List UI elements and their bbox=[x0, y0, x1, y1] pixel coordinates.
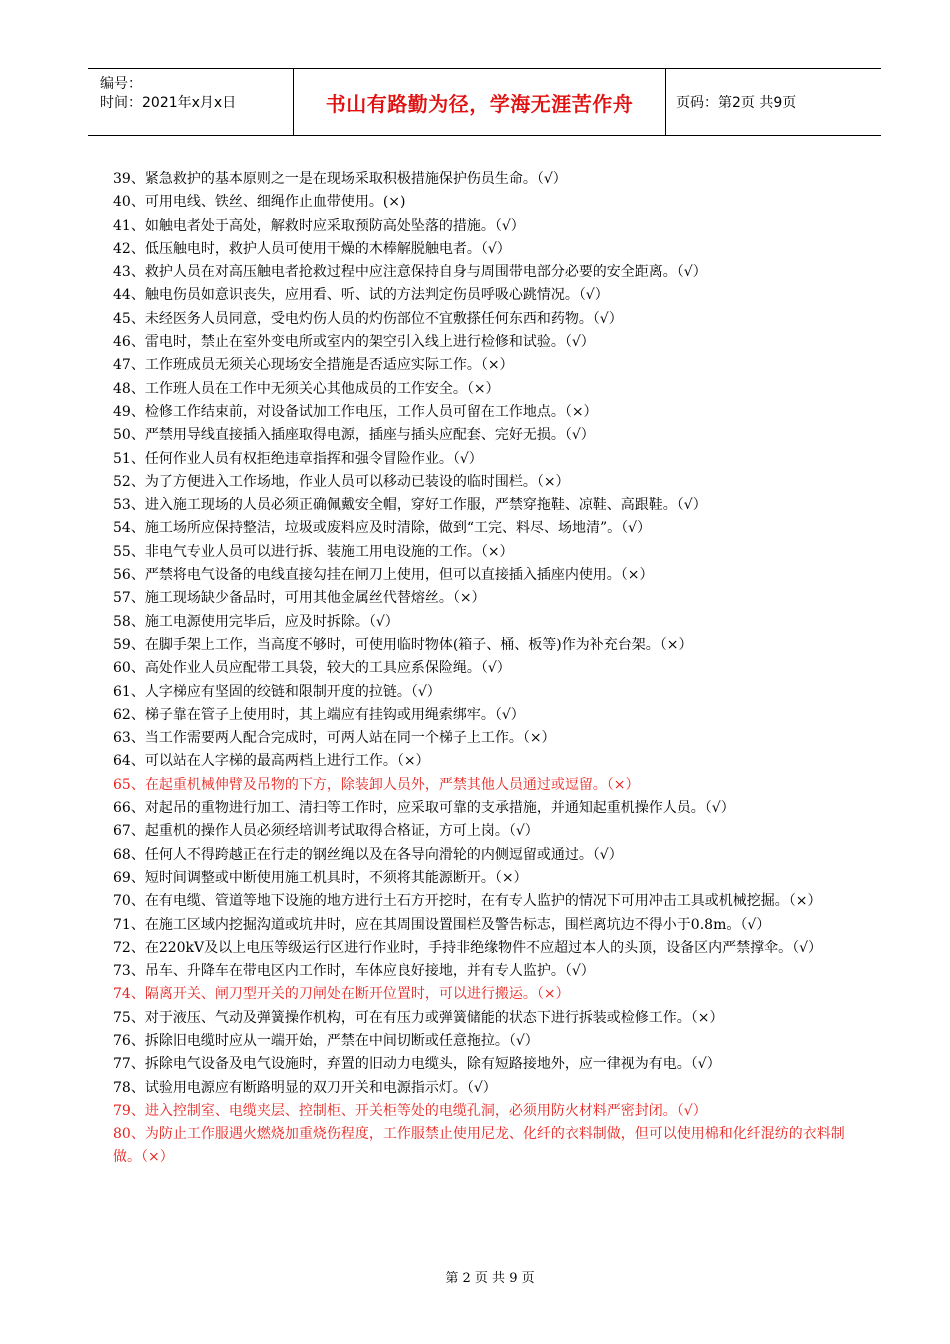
question-item: 66、对起吊的重物进行加工、清扫等工作时，应采取可靠的支承措施，并通知起重机操作人员。（√） bbox=[113, 800, 735, 817]
question-list bbox=[113, 168, 863, 1170]
question-item: 71、在施工区域内挖掘沟道或坑井时，应在其周围设置围栏及警告标志，围栏离坑边不得小于0.8m。（√） bbox=[113, 916, 771, 933]
question-item: 73、吊车、升降车在带电区内工作时，车体应良好接地，并有专人监护。（√） bbox=[113, 963, 595, 980]
question-item: 62、梯子靠在管子上使用时，其上端应有挂钩或用绳索绑牢。（√） bbox=[113, 706, 525, 723]
header-page-cell bbox=[666, 69, 891, 135]
question-item: 43、救护人员在对高压触电者抢救过程中应注意保持自身与周围带电部分必要的安全距离。（√） bbox=[113, 264, 707, 281]
header-page-label: 页码：第2页 共9页 bbox=[676, 95, 797, 111]
question-item: 65、在起重机械伸臂及吊物的下方，除装卸人员外，严禁其他人员通过或逗留。（×） bbox=[113, 776, 640, 793]
question-item: 39、紧急救护的基本原则之一是在现场采取积极措施保护伤员生命。（√） bbox=[113, 171, 567, 187]
question-item: 49、检修工作结束前，对设备试加工作电压，工作人员可留在工作地点。（×） bbox=[113, 403, 598, 420]
time-label: 时间：2021年x月x日 bbox=[100, 95, 237, 111]
question-item: 50、严禁用导线直接插入插座取得电源，插座与插头应配套、完好无损。（√） bbox=[113, 427, 595, 444]
question-item: 45、未经医务人员同意，受电灼伤人员的灼伤部位不宜敷搽任何东西和药物。（√） bbox=[113, 310, 623, 327]
question-item: 69、短时间调整或中断使用施工机具时，不须将其能源断开。（×） bbox=[113, 869, 528, 886]
question-item: 80、为防止工作服遇火燃烧加重烧伤程度，工作服禁止使用尼龙、化纤的衣料制做，但可以使用棉和化纤混纺的衣料制做。（×） bbox=[113, 1126, 845, 1166]
question-item: 48、工作班人员在工作中无须关心其他成员的工作安全。（×） bbox=[113, 380, 500, 397]
question-item: 61、人字梯应有坚固的绞链和限制开度的拉链。（√） bbox=[113, 683, 441, 700]
question-item: 56、严禁将电气设备的电线直接勾挂在闸刀上使用，但可以直接插入插座内使用。（×） bbox=[113, 567, 654, 584]
question-item: 46、雷电时，禁止在室外变电所或室内的架空引入线上进行检修和试验。（√） bbox=[113, 334, 595, 351]
question-item: 60、高处作业人员应配带工具袋，较大的工具应系保险绳。（√） bbox=[113, 660, 511, 677]
question-item: 54、施工场所应保持整洁，垃圾或废料应及时清除，做到“工完、料尽、场地清”。（√） bbox=[113, 520, 652, 537]
question-item: 72、在220kV及以上电压等级运行区进行作业时，手持非绝缘物件不应超过本人的头顶，设备区内严禁撑伞。（√） bbox=[113, 939, 823, 956]
question-item: 52、为了方便进入工作场地，作业人员可以移动已装设的临时围栏。（×） bbox=[113, 473, 570, 490]
question-item: 79、进入控制室、电缆夹层、控制柜、开关柜等处的电缆孔洞，必须用防火材料严密封闭。（√） bbox=[113, 1102, 707, 1119]
question-item: 44、触电伤员如意识丧失，应用看、听、试的方法判定伤员呼吸心跳情况。（√） bbox=[113, 287, 609, 304]
header-meta bbox=[88, 69, 294, 135]
question-item: 53、进入施工现场的人员必须正确佩戴安全帽，穿好工作服，严禁穿拖鞋、凉鞋、高跟鞋。（√） bbox=[113, 497, 707, 514]
question-item: 78、试验用电源应有断路明显的双刀开关和电源指示灯。（√） bbox=[113, 1079, 497, 1096]
question-item: 58、施工电源使用完毕后，应及时拆除。（√） bbox=[113, 613, 399, 630]
question-item: 42、低压触电时，救护人员可使用干燥的木棒解脱触电者。（√） bbox=[113, 240, 511, 257]
question-item: 77、拆除电气设备及电气设施时，弃置的旧动力电缆头，除有短路接地外，应一律视为有电。（√） bbox=[113, 1056, 721, 1073]
question-item: 75、对于液压、气动及弹簧操作机构，可在有压力或弹簧储能的状态下进行拆装或检修工作。（×） bbox=[113, 1009, 724, 1026]
question-item: 76、拆除旧电缆时应从一端开始，严禁在中间切断或任意拖拉。（√） bbox=[113, 1032, 539, 1049]
question-item: 41、如触电者处于高处，解救时应采取预防高处坠落的措施。（√） bbox=[113, 217, 525, 234]
header-motto: 书山有路勤为径，学海无涯苦作舟 bbox=[325, 91, 634, 116]
question-item: 64、可以站在人字梯的最高两档上进行工作。（×） bbox=[113, 753, 430, 770]
page-header bbox=[88, 68, 881, 136]
question-item: 59、在脚手架上工作，当高度不够时，可使用临时物体(箱子、桶、板等)作为补充台架。（×） bbox=[113, 636, 693, 653]
number-label: 编号： bbox=[100, 76, 142, 92]
question-item: 68、任何人不得跨越正在行走的钢丝绳以及在各导向滑轮的内侧逗留或通过。（√） bbox=[113, 846, 623, 863]
question-item: 70、在有电缆、管道等地下设施的地方进行土石方开挖时，在有专人监护的情况下可用冲击工具或机械挖掘。（×） bbox=[113, 893, 822, 910]
page-footer bbox=[0, 1267, 950, 1286]
question-item: 63、当工作需要两人配合完成时，可两人站在同一个梯子上工作。（×） bbox=[113, 730, 556, 747]
question-item: 67、起重机的操作人员必须经培训考试取得合格证，方可上岗。（√） bbox=[113, 823, 539, 840]
question-item: 47、工作班成员无须关心现场安全措施是否适应实际工作。（×） bbox=[113, 357, 514, 374]
question-item: 74、隔离开关、闸刀型开关的刀闸处在断开位置时，可以进行搬运。（×） bbox=[113, 986, 570, 1003]
footer-page-number: 第 2 页 共 9 页 bbox=[445, 1271, 535, 1286]
question-item: 55、非电气专业人员可以进行拆、装施工用电设施的工作。（×） bbox=[113, 543, 514, 560]
header-motto-cell bbox=[294, 69, 666, 135]
question-item: 51、任何作业人员有权拒绝违章指挥和强令冒险作业。（√） bbox=[113, 450, 483, 467]
question-item: 57、施工现场缺少备品时，可用其他金属丝代替熔丝。（×） bbox=[113, 590, 486, 607]
question-item: 40、可用电线、铁丝、细绳作止血带使用。(×) bbox=[113, 194, 406, 211]
